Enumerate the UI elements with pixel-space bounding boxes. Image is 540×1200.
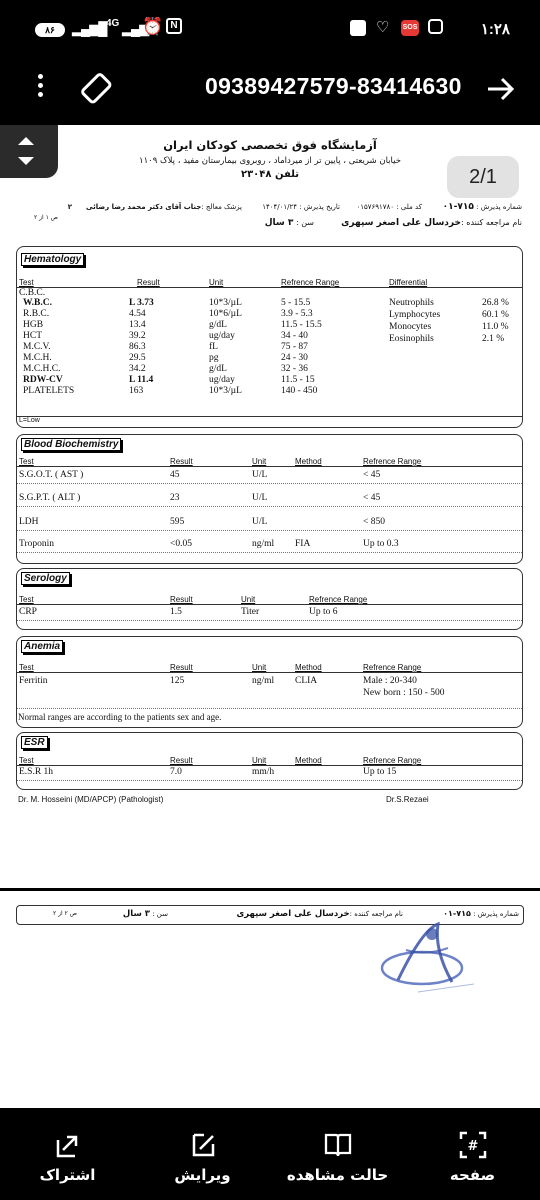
serology-section	[16, 568, 523, 630]
hematology-title: Hematology	[21, 253, 84, 266]
more-menu-icon[interactable]	[30, 72, 50, 106]
header-test: Test	[19, 756, 34, 765]
reception-label: شماره پذیرش :	[476, 203, 522, 211]
svg-text:#: #	[467, 1139, 478, 1154]
diff-name: Lymphocytes	[389, 310, 441, 320]
esr-test: E.S.R 1h	[19, 767, 54, 777]
diff-value: 2.1 %	[482, 334, 505, 344]
header-test: Test	[19, 663, 34, 672]
forward-arrow-icon[interactable]	[484, 72, 518, 106]
row-divider	[17, 483, 522, 484]
page-no: ۲	[67, 203, 72, 211]
ferritin-result: 125	[170, 676, 185, 686]
crp-range: Up to 6	[309, 607, 338, 617]
ferritin-method: CLIA	[295, 676, 318, 686]
page-indicator[interactable]: 2/1	[447, 156, 519, 198]
ferritin-test: Ferritin	[19, 676, 48, 686]
ferritin-unit: ng/ml	[252, 676, 275, 686]
header-range: Refrence Range	[309, 595, 368, 604]
nav-share[interactable]	[0, 1108, 135, 1184]
hem-result: 29.5	[129, 353, 146, 363]
diff-name: Monocytes	[389, 322, 432, 332]
bio-unit: U/L	[252, 493, 268, 503]
date-label: تاریخ پذیرش :	[299, 203, 340, 211]
clock: ۱:۲۸	[480, 21, 510, 38]
header-result: Result	[137, 278, 160, 287]
nav-page[interactable]	[405, 1108, 540, 1184]
biochem-title: Blood Biochemistry	[21, 438, 121, 451]
instagram-icon	[428, 19, 443, 34]
nav-view-mode[interactable]	[270, 1108, 405, 1184]
header-differential: Differential	[389, 278, 428, 287]
patient-info	[0, 202, 540, 232]
hem-unit: pg	[209, 353, 219, 363]
hem-result: 34.2	[129, 364, 146, 374]
code-value: ۰۱۵۷۶۹۱۷۸۰	[356, 203, 395, 211]
anemia-section	[16, 636, 523, 728]
hem-range: 11.5 - 15	[281, 375, 315, 385]
crp-test: CRP	[19, 607, 37, 617]
ferritin-range-newborn: New born : 150 - 500	[363, 688, 445, 698]
header-range: Refrence Range	[363, 756, 422, 765]
hem-unit: g/dL	[209, 364, 227, 374]
nfc-icon: N	[166, 18, 182, 34]
anemia-note: Normal ranges are according to the patients sex and age.	[18, 712, 222, 722]
hem-test: RDW-CV	[23, 375, 63, 385]
bio-method: FIA	[295, 539, 311, 549]
hem-test: W.B.C.	[23, 298, 52, 308]
nav-view-label: حالت مشاهده	[286, 1166, 389, 1184]
low-note: L=Low	[19, 417, 40, 424]
hem-test: PLATELETS	[23, 386, 75, 396]
battery-badge: ۸۶	[35, 23, 65, 37]
network-label: 4G	[106, 18, 120, 29]
bio-test: S.G.P.T. ( ALT )	[19, 493, 81, 503]
bio-range: < 850	[363, 517, 385, 527]
header-test: Test	[19, 457, 34, 466]
bio-unit: ng/ml	[252, 539, 275, 549]
p2-age-label: سن :	[152, 910, 168, 918]
hem-unit: 10*3/µL	[209, 298, 242, 308]
code-label: کد ملی :	[396, 203, 422, 211]
row-divider	[17, 506, 522, 507]
header-unit: Unit	[209, 278, 224, 287]
header-unit: Unit	[252, 756, 267, 765]
hem-unit: 10*6/µL	[209, 309, 242, 319]
p2-reception-no: ۷۱۵-۰۱	[443, 909, 471, 918]
square-icon	[350, 20, 366, 36]
header-result: Result	[170, 457, 193, 466]
hem-unit: fL	[209, 342, 218, 352]
header-method: Method	[295, 663, 322, 672]
p2-page-of: ص ۲ از ۲	[52, 910, 77, 917]
hem-range: 5 - 15.5	[281, 298, 311, 308]
diff-value: 26.8 %	[482, 298, 509, 308]
p2-name-label: نام مراجعه کننده :	[349, 910, 403, 918]
bio-range: < 45	[363, 470, 381, 480]
bio-test: S.G.O.T. ( AST )	[19, 470, 84, 480]
bottom-navigation	[0, 1108, 540, 1200]
doctor-label: پزشک معالج :	[201, 203, 242, 211]
date-value: ۱۴۰۴/۰۱/۲۴	[262, 203, 298, 211]
edit-icon	[188, 1130, 218, 1160]
heart-icon: ♡	[376, 19, 390, 36]
lab-logo-stamp	[378, 920, 490, 1000]
reception-no: ۷۱۵-۰۱	[442, 202, 474, 212]
page-separator	[0, 888, 540, 891]
lab-phone: تلفن ۲۳۰۴۸	[240, 169, 300, 180]
bio-test: Troponin	[19, 539, 55, 549]
document-title: 09389427579-83414630	[205, 73, 462, 99]
hem-range: 3.9 - 5.3	[281, 309, 313, 319]
serology-title: Serology	[21, 572, 70, 585]
bio-result: <0.05	[170, 539, 192, 549]
hem-range: 140 - 450	[281, 386, 318, 396]
hem-range: 75 - 87	[281, 342, 308, 352]
biochem-section	[16, 434, 523, 564]
share-icon	[53, 1130, 83, 1160]
hem-range: 34 - 40	[281, 331, 308, 341]
hem-result: L 11.4	[129, 375, 154, 385]
bio-range: Up to 0.3	[363, 539, 399, 549]
hem-range: 32 - 36	[281, 364, 308, 374]
lab-address: خیابان شریعتی ، پایین تر از میرداماد ، روبروی بیمارستان مفید ، پلاک ۱۱۰۹	[139, 156, 401, 166]
hem-range: 11.5 - 15.5	[281, 320, 322, 330]
esr-result: 7.0	[170, 767, 182, 777]
hem-unit: ug/day	[209, 331, 235, 341]
hem-result: 163	[129, 386, 144, 396]
page-icon	[458, 1130, 488, 1160]
bio-unit: U/L	[252, 517, 268, 527]
row-divider	[17, 552, 522, 553]
hem-unit: 10*3/µL	[209, 386, 242, 396]
header-method: Method	[295, 457, 322, 466]
esr-section	[16, 732, 523, 790]
hem-test: M.C.V.	[23, 342, 51, 352]
header-test: Test	[19, 278, 34, 287]
bio-result: 23	[170, 493, 180, 503]
hem-result: L 3.73	[129, 298, 154, 308]
hem-unit: g/dL	[209, 320, 227, 330]
row-divider	[17, 530, 522, 531]
nav-page-label: صفحه	[449, 1166, 496, 1184]
name-label: نام مراجعه کننده :	[461, 218, 522, 227]
hem-test: HCT	[23, 331, 42, 341]
header-range: Refrence Range	[281, 278, 340, 287]
hem-test: R.B.C.	[23, 309, 50, 319]
signal-icon: ▂▄▆█	[72, 21, 107, 36]
hem-test: HGB	[23, 320, 44, 330]
patient-age: ۳ سال	[264, 218, 294, 228]
bio-range: < 45	[363, 493, 381, 503]
diff-value: 11.0 %	[482, 322, 509, 332]
hem-result: 13.4	[129, 320, 146, 330]
nav-edit-label: ویرایش	[174, 1166, 231, 1184]
header-unit: Unit	[252, 663, 267, 672]
header-unit: Unit	[241, 595, 256, 604]
header-result: Result	[170, 756, 193, 765]
header-result: Result	[170, 595, 193, 604]
header-range: Refrence Range	[363, 663, 422, 672]
p2-patient-age: ۳ سال	[122, 909, 150, 919]
hem-result: 39.2	[129, 331, 146, 341]
bio-test: LDH	[19, 517, 39, 527]
rotate-icon[interactable]	[80, 72, 114, 106]
status-bar	[0, 18, 540, 46]
p2-reception-label: شماره پذیرش :	[473, 910, 519, 918]
signature-left: Dr. M. Hosseini (MD/APCP) (Pathologist)	[18, 795, 164, 804]
diff-name: Eosinophils	[389, 334, 434, 344]
diff-name: Neutrophils	[389, 298, 434, 308]
crp-result: 1.5	[170, 607, 182, 617]
header-test: Test	[19, 595, 34, 604]
nav-edit[interactable]	[135, 1108, 270, 1184]
nav-share-label: اشتراک	[39, 1166, 96, 1184]
hem-unit: ug/day	[209, 375, 235, 385]
esr-range: Up to 15	[363, 767, 397, 777]
hem-test: M.C.H.	[23, 353, 52, 363]
crp-unit: Titer	[241, 607, 260, 617]
hem-result: 4.54	[129, 309, 146, 319]
signal2-icon: ▂▄▆	[122, 21, 149, 36]
header-result: Result	[170, 663, 193, 672]
header-method: Method	[295, 756, 322, 765]
signature-right: Dr.S.Rezaei	[386, 795, 429, 804]
bio-unit: U/L	[252, 470, 268, 480]
p2-patient-name: خردسال علی اصغر سپهری	[236, 909, 350, 919]
hem-test: M.C.H.C.	[23, 364, 61, 374]
age-label: سن :	[295, 218, 314, 227]
patient-name: خردسال علی اصغر سپهری	[341, 218, 462, 228]
page-of: ص ۱ از ۲	[33, 214, 58, 221]
diff-value: 60.1 %	[482, 310, 509, 320]
alarm-icon: ⏰	[142, 17, 164, 36]
lab-name: آزمایشگاه فوق تخصصی کودکان ایران	[163, 138, 377, 152]
ferritin-range-male: Male : 20-340	[363, 676, 417, 686]
anemia-title: Anemia	[21, 640, 63, 653]
book-icon	[323, 1130, 353, 1160]
hem-range: 24 - 30	[281, 353, 308, 363]
bio-result: 45	[170, 470, 180, 480]
header-unit: Unit	[252, 457, 267, 466]
bio-result: 595	[170, 517, 185, 527]
sos-icon: SOS	[401, 20, 419, 36]
cbc-group: C.B.C.	[19, 288, 46, 298]
header-range: Refrence Range	[363, 457, 422, 466]
esr-title: ESR	[21, 736, 48, 749]
doctor-name: جناب آقای دکتر محمد رضا رضائی	[86, 203, 202, 211]
hem-result: 86.3	[129, 342, 146, 352]
hematology-section	[16, 246, 523, 428]
esr-unit: mm/h	[252, 767, 275, 777]
